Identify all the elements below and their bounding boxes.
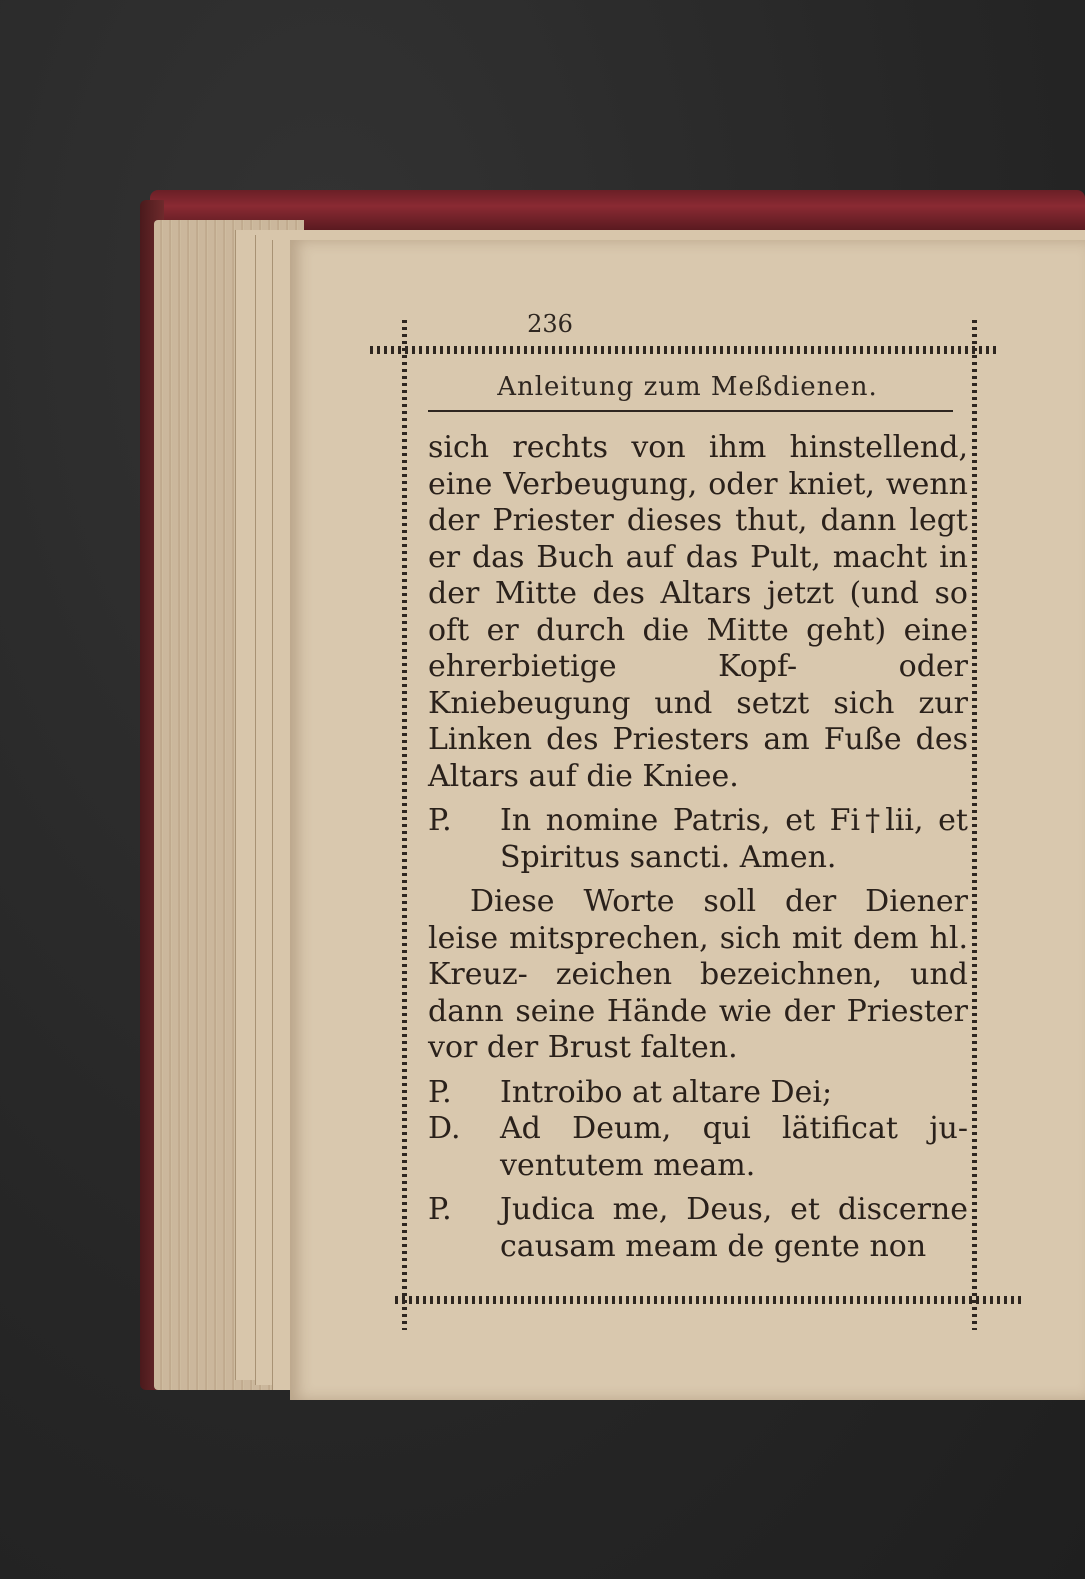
frame-top-rule [370, 346, 1000, 354]
speaker-mark: P. [428, 1192, 452, 1227]
paragraph: Diese Worte soll der Diener leise mitsprechen, sich mit dem hl. Kreuz- zeichen bezeichnen, und dann seine Hände wie der Priester vor der Brust falten. [428, 884, 968, 1065]
prayer-text: Ad Deum, qui lätificat ju- ventutem meam. [500, 1111, 968, 1183]
frame-left-rule [402, 320, 407, 1330]
prayer-text: Judica me, Deus, et discerne causam meam de gente non [500, 1192, 968, 1264]
prayer-line [428, 1192, 968, 1265]
page-number: 236 [527, 310, 573, 338]
frame-bottom-rule [395, 1296, 1025, 1304]
prayer-line [428, 803, 968, 876]
paragraph: sich rechts von ihm hinstellend, eine Verbeugung, oder kniet, wenn der Priester dieses thut, dann legt er das Buch auf das Pult, macht in der Mitte des Altars jetzt (und so oft er durch die Mitte geht) eine ehrerbietige Kopf- oder Kniebeugung und setzt sich zur Linken des Priesters am Fuße des Altars auf die Kniee. [428, 430, 968, 794]
speaker-mark: P. [428, 803, 452, 838]
prayer-text: In nomine Patris, et Fi†lii, et Spiritus sancti. Amen. [500, 803, 968, 875]
frame-right-rule [972, 320, 977, 1330]
speaker-mark: D. [428, 1111, 461, 1146]
speaker-mark: P. [428, 1074, 452, 1110]
header-rule [428, 410, 953, 412]
prayer-line [428, 1111, 968, 1184]
prayer-text: Introibo at altare Dei; [500, 1074, 833, 1110]
running-head: Anleitung zum Meßdienen. [497, 372, 878, 402]
page-body [428, 430, 968, 1265]
prayer-line [428, 1075, 968, 1112]
